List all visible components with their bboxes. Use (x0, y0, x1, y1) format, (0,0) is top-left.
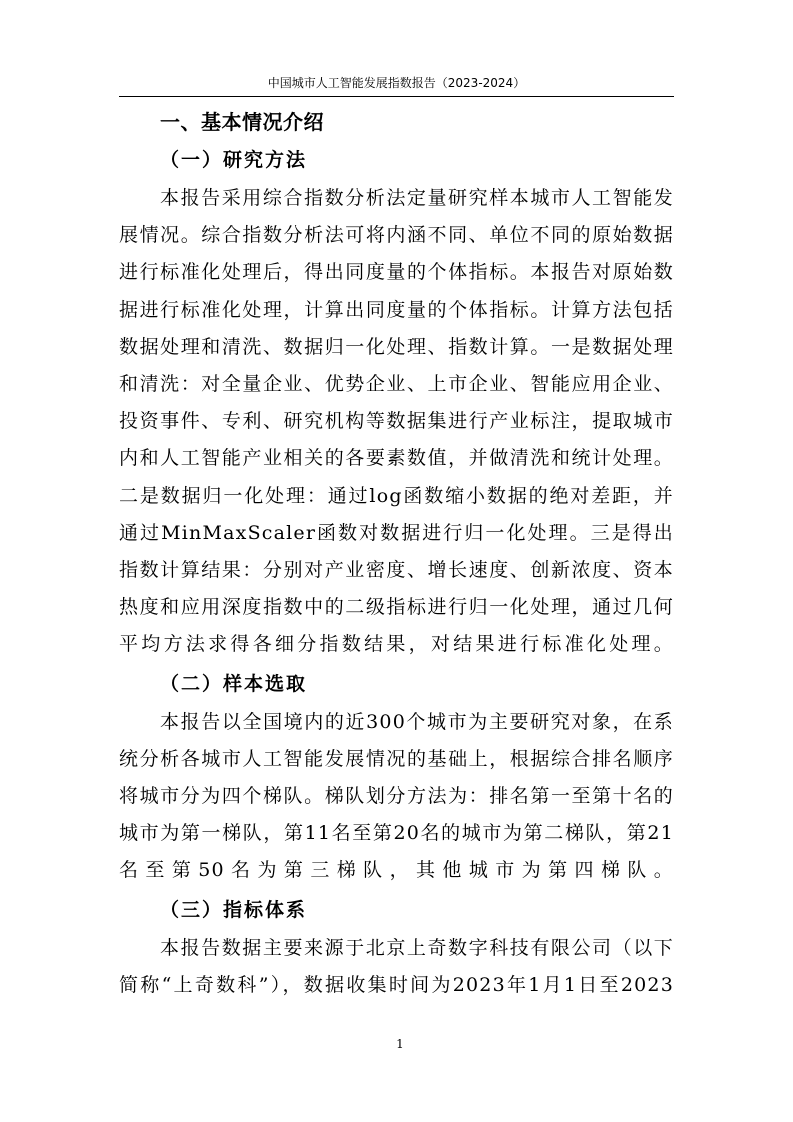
running-header: 中国城市人工智能发展指数报告（2023-2024） (267, 76, 526, 90)
paragraph-indicator-system: 本报告数据主要来源于北京上奇数字科技有限公司（以下简称“上奇数科”），数据收集时间为2023年1月1日至2023 (119, 936, 674, 996)
section-heading: 一、基本情况介绍 (160, 110, 324, 134)
header-rule (119, 96, 674, 97)
document-body (119, 104, 674, 1004)
subheading-sample-selection: （二）样本选取 (160, 672, 308, 695)
paragraph-research-method: 本报告采用综合指数分析法定量研究样本城市人工智能发展情况。综合指数分析法可将内涵不同、单位不同的原始数据进行标准化处理后，得出同度量的个体指标。本报告对原始数据进行标准化处理，计算出同度量的个体指标。计算方法包括数据处理和清洗、数据归一化处理、指数计算。一是数据处理和清洗：对全量企业、优势企业、上市企业、智能应用企业、投资事件、专利、研究机构等数据集进行产业标注，提取城市内和人工智能产业相关的各要素数值，并做清洗和统计处理。二是数据归一化处理：通过log函数缩小数据的绝对差距，并通过MinMaxScaler函数对数据进行归一化处理。三是得出指数计算结果：分别对产业密度、增长速度、创新浓度、资本热度和应用深度指数中的二级指标进行归一化处理，通过几何平均方法求得各细分指数结果，对结果进行标准化处理。 (119, 187, 674, 656)
subheading-indicator-system: （三）指标体系 (160, 898, 308, 921)
paragraph-sample-selection: 本报告以全国境内的近300个城市为主要研究对象，在系统分析各城市人工智能发展情况的基础上，根据综合排名顺序将城市分为四个梯队。梯队划分方法为：排名第一至第十名的城市为第一梯队，第11名至第20名的城市为第二梯队，第21名至第50名为第三梯队，其他城市为第四梯队。 (119, 710, 674, 882)
subheading-research-method: （一）研究方法 (160, 149, 308, 171)
page-number: 1 (396, 1037, 404, 1051)
